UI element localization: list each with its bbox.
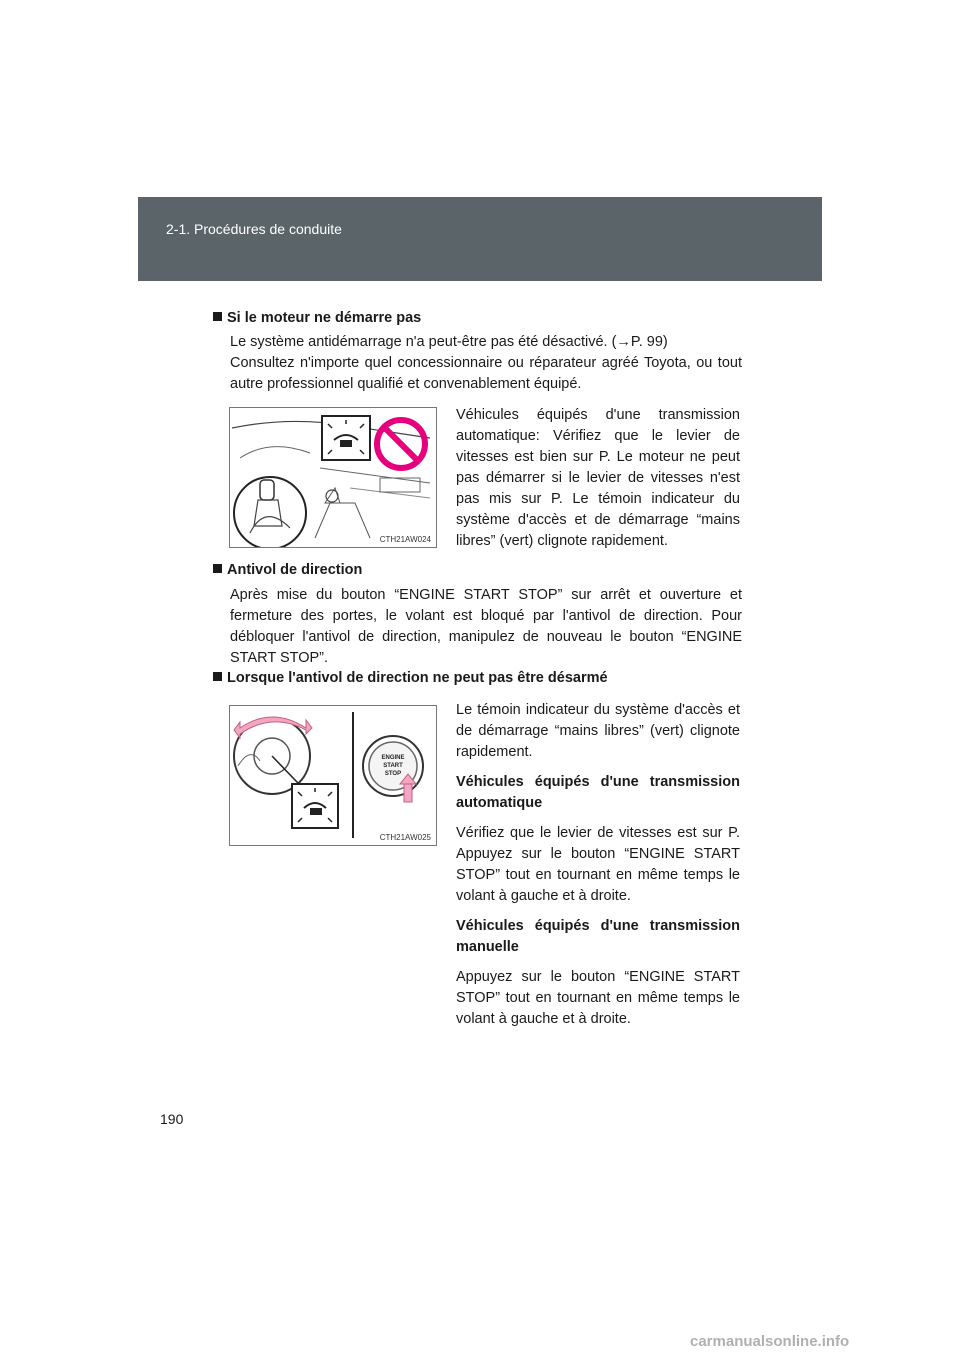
heading-text: Antivol de direction — [227, 562, 363, 578]
header-bar — [138, 197, 822, 281]
auto-transmission-text: Vérifiez que le levier de vitesses est sur P. Appuyez sur le bouton “ENGINE START STOP” tout en tournant en même temps le volant à gauche et à droite. — [456, 825, 740, 904]
heading-steering-lock — [213, 560, 362, 580]
shift-lever-zoom — [234, 477, 306, 547]
key-indicator-icon — [322, 416, 370, 460]
watermark: carmanualsonline.info — [690, 1333, 850, 1350]
indicator-text: Le témoin indicateur du système d'accès et de démarrage “mains libres” (vert) clignote rapidement. — [456, 702, 740, 760]
manual-transmission-heading: Véhicules équipés d'une transmission manuelle — [456, 918, 740, 955]
heading-lock-not-released — [213, 668, 608, 688]
section-title: 2-1. Procédures de conduite — [166, 221, 342, 237]
rotation-arrow-icon — [234, 717, 312, 738]
figure-code: CTH21AW024 — [379, 535, 431, 544]
figure-shift-lever — [229, 407, 437, 548]
engine-no-start-body — [230, 332, 742, 395]
heading-text: Lorsque l'antivol de direction ne peut pas être désarmé — [227, 670, 608, 686]
prohibition-icon — [377, 420, 425, 468]
manual-transmission-text: Appuyez sur le bouton “ENGINE START STOP” tout en tournant en même temps le volant à gauche et à droite. — [456, 969, 740, 1027]
button-label-stop: STOP — [384, 771, 402, 777]
dashboard-illustration — [230, 408, 436, 547]
page-number: 190 — [160, 1111, 184, 1127]
engine-start-stop-button — [363, 736, 423, 796]
dealer-text: Consultez n'importe quel concessionnaire ou réparateur agréé Toyota, ou tout autre professionnel qualifié et convenablement équipé. — [230, 355, 742, 392]
heading-marker-icon — [213, 312, 222, 321]
heading-engine-no-start — [213, 308, 421, 328]
button-label-start: START — [383, 763, 403, 769]
heading-text: Si le moteur ne démarre pas — [227, 310, 422, 326]
figure-code: CTH21AW025 — [379, 833, 431, 842]
heading-marker-icon — [213, 672, 222, 681]
steering-lock-body: Après mise du bouton “ENGINE START STOP” sur arrêt et ouverture et fermeture des portes, le volant est bloqué par l'antivol de direction. Pour débloquer l'antivol de direction, manipulez de nouveau le bouton “ENGINE START STOP”. — [230, 587, 742, 666]
button-label-engine: ENGINE — [381, 755, 405, 761]
steering-wheel-illustration — [230, 706, 436, 845]
lock-not-released-text — [456, 700, 740, 1030]
auto-transmission-heading: Véhicules équipés d'une transmission automatique — [456, 774, 740, 811]
immobiliser-text: Le système antidémarrage n'a peut-être pas été désactivé. (→P. 99) — [230, 334, 668, 350]
shift-lever-text: Véhicules équipés d'une transmission automatique: Vérifiez que le levier de vitesses est bien sur P. Le moteur ne peut pas démarrer si le levier de vitesses n'est pas mis sur P. Le témoin indicateur du système d'accès et de démarrage “mains libres” (vert) clignote rapidement. — [456, 407, 740, 549]
key-indicator-icon — [292, 784, 338, 828]
heading-marker-icon — [213, 564, 222, 573]
figure-steering-wheel — [229, 705, 437, 846]
